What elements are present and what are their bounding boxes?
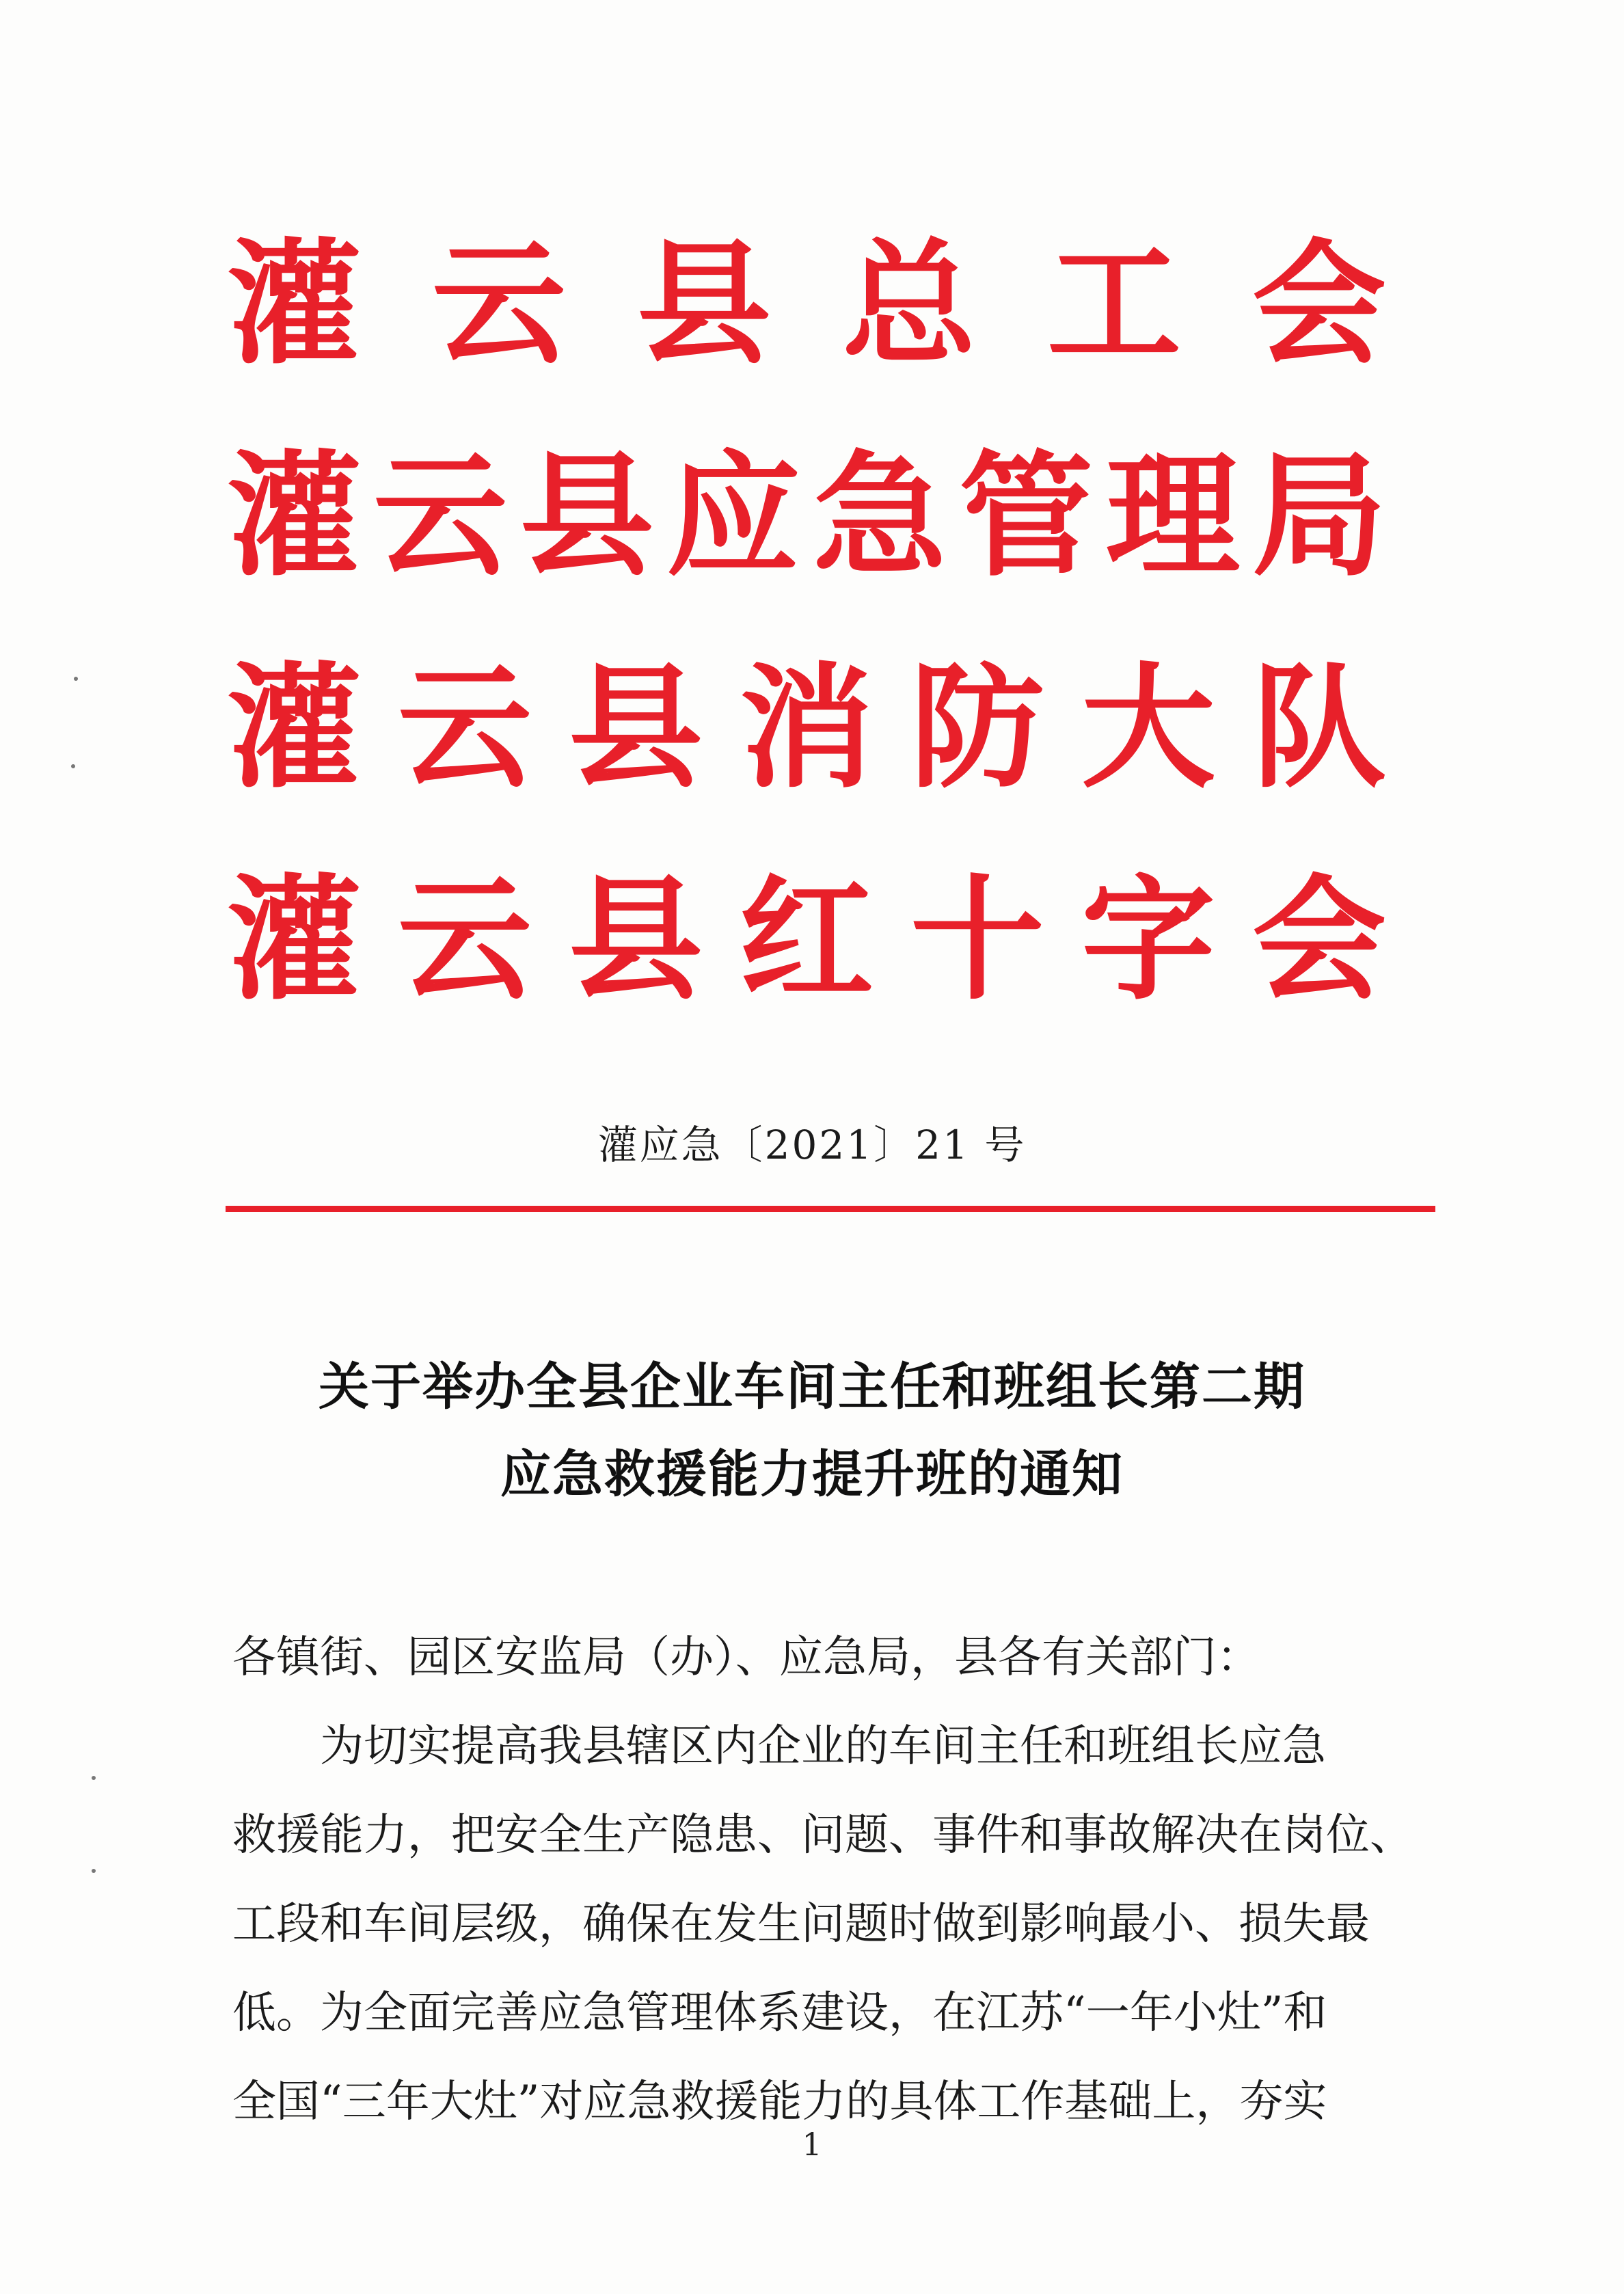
masthead-char: 应	[666, 437, 800, 595]
body-line: 为切实提高我县辖区内企业的车间主任和班组长应急	[320, 1721, 1326, 1772]
scan-speck	[92, 1869, 96, 1873]
masthead-char: 县	[568, 649, 703, 807]
document-number: 灌应急〔2021〕21 号	[597, 1122, 1027, 1168]
masthead-char: 总	[841, 226, 976, 383]
page-number: 1	[802, 2126, 822, 2163]
masthead-char: 灌	[226, 861, 361, 1018]
red-masthead	[226, 198, 1388, 1046]
masthead-char: 会	[1251, 861, 1386, 1018]
body-line: 全国“三年大灶”对应急救援能力的具体工作基础上，夯实	[232, 2077, 1327, 2127]
title-line-2: 应急救援能力提升班的通知	[500, 1445, 1124, 1504]
masthead-char: 防	[910, 649, 1044, 807]
masthead-char: 消	[739, 649, 874, 807]
body-line: 工段和车间层级，确保在发生问题时做到影响最小、损失最	[232, 1899, 1370, 1949]
masthead-char: 理	[1105, 437, 1240, 595]
masthead-char: 红	[739, 861, 874, 1018]
masthead-char: 队	[1251, 649, 1386, 807]
masthead-char: 管	[959, 437, 1094, 595]
scan-speck	[71, 764, 75, 768]
scan-speck	[74, 677, 78, 681]
masthead-char: 十	[910, 861, 1044, 1018]
red-divider-rule	[226, 1206, 1435, 1212]
masthead-char: 云	[373, 437, 508, 595]
masthead-char: 县	[568, 861, 703, 1018]
masthead-line-4	[226, 834, 1388, 1046]
masthead-char: 局	[1251, 437, 1386, 595]
masthead-char: 工	[1046, 226, 1181, 383]
masthead-char: 字	[1081, 861, 1215, 1018]
masthead-line-1	[226, 198, 1388, 410]
masthead-line-2	[226, 410, 1388, 622]
masthead-char: 云	[397, 861, 532, 1018]
masthead-char: 灌	[226, 226, 361, 383]
masthead-char: 县	[636, 226, 771, 383]
masthead-char: 云	[431, 226, 566, 383]
document-title	[0, 1343, 1624, 1518]
body-line: 低。为全面完善应急管理体系建设，在江苏“一年小灶”和	[232, 1988, 1327, 2038]
masthead-char: 云	[397, 649, 532, 807]
masthead-char: 急	[813, 437, 947, 595]
masthead-char: 大	[1081, 649, 1215, 807]
masthead-char: 灌	[226, 649, 361, 807]
masthead-char: 县	[519, 437, 654, 595]
document-body	[232, 1613, 1413, 2146]
title-line-1: 关于举办全县企业车间主任和班组长第二期	[319, 1358, 1305, 1416]
scan-speck	[92, 1776, 96, 1780]
masthead-char: 灌	[226, 437, 361, 595]
masthead-char: 会	[1251, 226, 1386, 383]
masthead-line-3	[226, 622, 1388, 834]
salutation: 各镇街、园区安监局（办）、应急局，县各有关部门：	[232, 1632, 1260, 1683]
body-line: 救援能力，把安全生产隐患、问题、事件和事故解决在岗位、	[232, 1810, 1413, 1861]
